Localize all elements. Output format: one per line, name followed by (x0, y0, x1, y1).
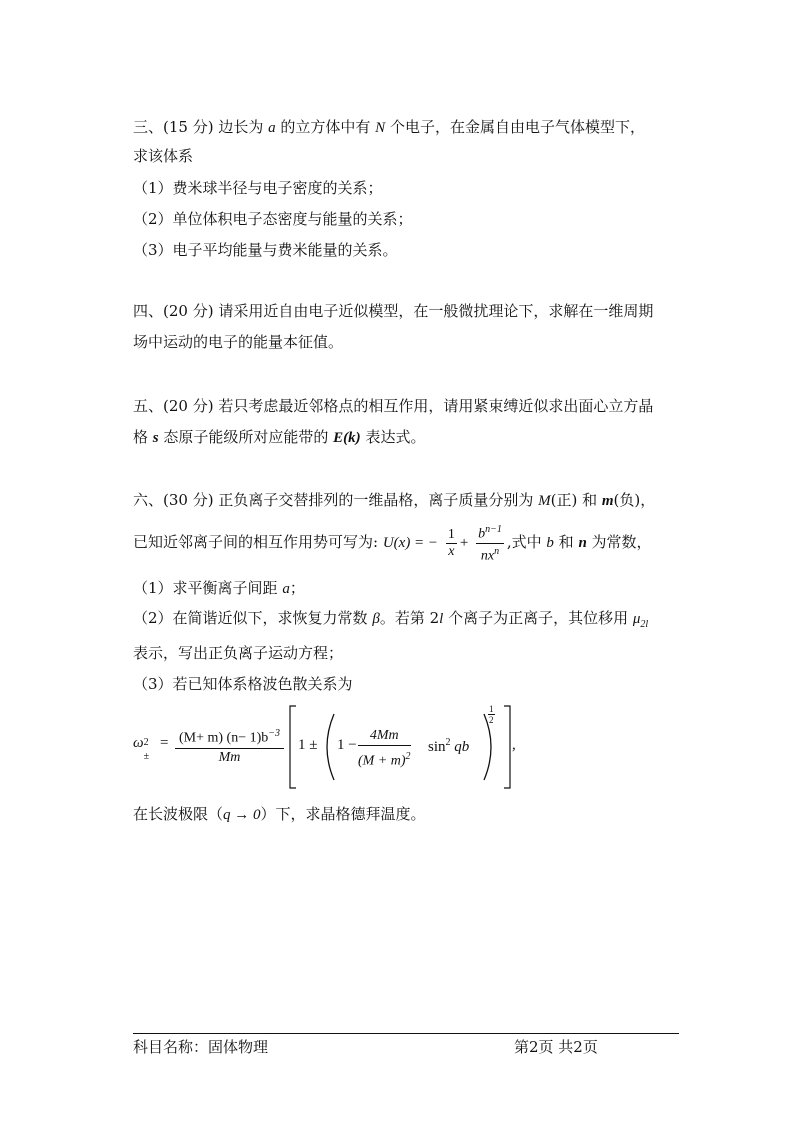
long-wave-limit: q → 0 (223, 807, 261, 823)
q3-line2: 求该体系 (133, 147, 194, 165)
q3-text: 个电子，在金属自由电子气体模型下， (385, 118, 645, 136)
prefactor-den: Mm (218, 749, 241, 765)
frac-num (476, 522, 504, 544)
q6-text: ）下，求晶格德拜温度。 (260, 805, 426, 823)
inner-fraction (358, 727, 411, 773)
q5-text: 表达式。 (360, 428, 426, 446)
frac-num: 1 (447, 526, 455, 542)
q6-text: 个离子为正离子，其位移用 (443, 609, 633, 627)
q6-text: 在长波极限（ (133, 805, 224, 823)
q6-text: 和 (553, 533, 579, 552)
mass-M: M (538, 493, 551, 509)
q3-item3: （3）电子平均能量与费米能量的关系。 (133, 241, 398, 259)
inner-num: 4Mm (358, 727, 411, 746)
q6-text: ； (289, 579, 305, 597)
q6-item2-line2: 表示，写出正负离子运动方程； (133, 644, 344, 662)
right-square-bracket (504, 706, 510, 788)
omega-exp: 2 (143, 737, 149, 748)
const-n: n (578, 535, 587, 552)
trailing-comma: , (512, 737, 516, 753)
q6-text: 已知近邻离子间的相互作用势可写为: (133, 533, 383, 552)
half-den: 2 (489, 715, 494, 725)
half-exponent (488, 704, 495, 725)
inner-den-text: (M + m) (358, 753, 406, 769)
q5-text: 态原子能级所对应能带的 (158, 428, 334, 446)
q6-item3: （3）若已知体系格波色散关系为 (133, 675, 353, 693)
prefactor-num-text: (M+ m) (n− 1)b (179, 730, 269, 746)
q6-text: （2）在简谐近似下，求恢复力常数 (133, 609, 373, 627)
prefactor-num (175, 725, 284, 749)
one-plus-minus: 1 ± (298, 737, 318, 753)
q5-line1: 五、(20 分) 若只考虑最近邻格点的相互作用，请用紧束缚近似求出面心立方晶 (133, 397, 654, 415)
mu-symbol (632, 611, 649, 630)
left-square-bracket (290, 706, 296, 788)
var-l: l (439, 611, 444, 627)
qb-text: qb (450, 739, 470, 755)
q4-line1: 四、(20 分) 请采用近自由电子近似模型，在一般微扰理论下，求解在一维周期 (133, 302, 654, 320)
footer-divider (133, 1033, 679, 1034)
left-paren (327, 714, 334, 780)
q5-text: 格 (133, 428, 153, 446)
potential-U: U(x) = − (382, 535, 439, 552)
frac-den (476, 544, 504, 565)
footer-subject: 科目名称：固体物理 (133, 1038, 269, 1056)
fraction-b-over-nx (476, 522, 504, 564)
q3-text: 三、(15 分) 边长为 (133, 118, 269, 136)
plus-sign: + (459, 535, 469, 552)
half-num: 1 (489, 704, 494, 714)
mass-m: m (601, 493, 614, 509)
var-a: a (268, 120, 276, 136)
omega-symbol: ω (133, 735, 144, 751)
frac-den-exp: n (494, 545, 500, 557)
const-b: b (546, 535, 554, 552)
fraction-1-over-x (446, 527, 457, 560)
frac-num-exp: n−1 (485, 524, 502, 535)
frac-den: x (448, 543, 455, 559)
dispersion-prefactor (175, 725, 284, 767)
equals-sign: = (160, 735, 169, 751)
q3-item2: （2）单位体积电子态密度与能量的关系； (133, 210, 413, 228)
q6-text: 六、(30 分) 正负离子交替排列的一维晶格，离子质量分别为 (133, 491, 539, 509)
frac-num-base: b (478, 526, 486, 542)
one-minus: 1 − (337, 737, 357, 753)
sin-term (428, 737, 469, 756)
omega-sub: ± (143, 751, 150, 762)
q6-text: (负)， (613, 491, 656, 509)
inner-den-exp: 2 (405, 751, 411, 762)
q6-text: ,式中 (506, 533, 547, 552)
footer-page-number: 第2页 共2页 (514, 1038, 598, 1056)
var-a: a (282, 581, 290, 597)
q6-line2 (133, 522, 652, 564)
q3-item1: （1）费米球半径与电子密度的关系； (133, 179, 383, 197)
sin-exp: 2 (445, 737, 451, 748)
frac-den-base: nx (480, 548, 495, 564)
q6-item1 (133, 578, 305, 599)
var-N: N (375, 120, 386, 136)
q5-line2 (133, 427, 425, 448)
q6-text: 。若第 2 (379, 609, 440, 627)
q6-text: （1）求平衡离子间距 (133, 579, 283, 597)
q6-item2 (133, 608, 648, 635)
inner-den (358, 746, 411, 773)
q6-text: 为常数， (586, 533, 652, 552)
q3-text: 的立方体中有 (275, 118, 376, 136)
q4-line2: 场中运动的电子的能量本征值。 (133, 333, 344, 351)
q6-last-line (133, 804, 426, 825)
mu-sub: 2l (640, 619, 649, 630)
omega-lhs (133, 735, 152, 762)
energy-band-Ek: E(k) (333, 430, 361, 446)
mu-base: μ (632, 611, 641, 627)
s-state: s (152, 430, 159, 446)
q3-line1 (133, 117, 645, 138)
beta-symbol: β (372, 611, 380, 627)
q6-line1 (133, 490, 655, 511)
prefactor-exp: −3 (268, 728, 281, 739)
sin-text: sin (428, 739, 446, 755)
q6-text: (正) 和 (550, 491, 602, 509)
